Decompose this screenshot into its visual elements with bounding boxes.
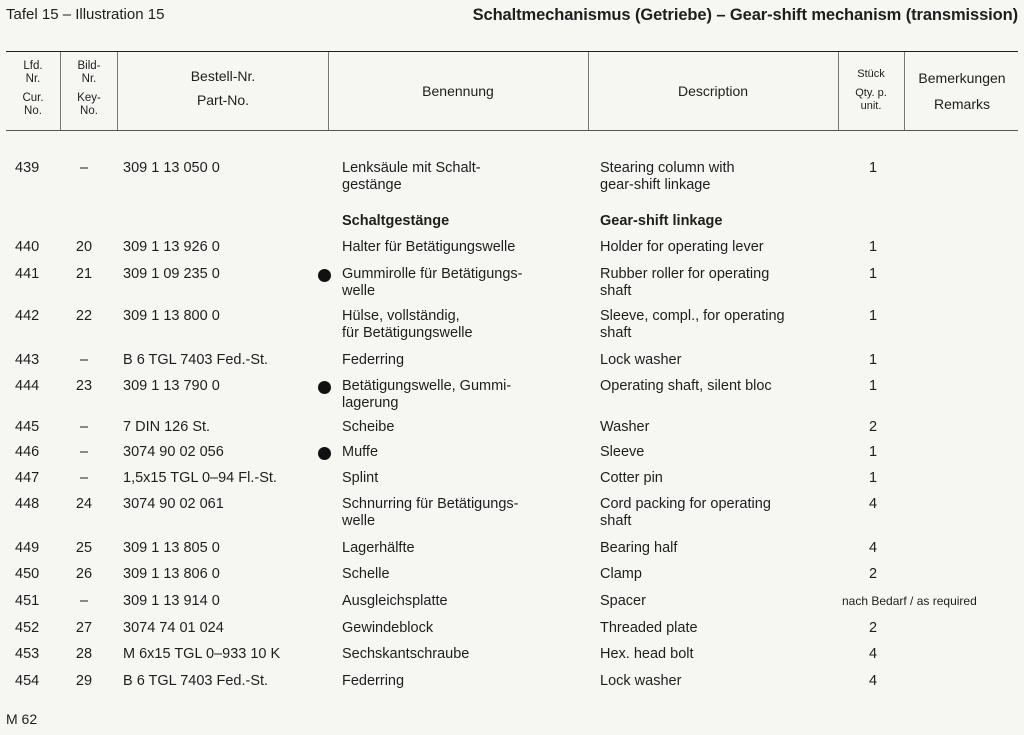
benennung-line: Muffe [342, 444, 379, 460]
description-line: Sleeve [600, 444, 645, 460]
description-line: Operating shaft, silent bloc [600, 378, 772, 394]
key-no: 27 [75, 620, 93, 636]
part-no: 309 1 13 790 0 [123, 378, 220, 394]
cur-no: 441 [15, 266, 40, 282]
benennung-line: Ausgleichsplatte [342, 593, 448, 609]
benennung-line: lagerung [342, 395, 399, 411]
key-no: – [79, 419, 89, 435]
cur-no: 444 [15, 378, 40, 394]
description [600, 470, 830, 487]
cur-no: 449 [15, 540, 40, 556]
description-line: gear-shift linkage [600, 177, 711, 193]
key-no: 28 [75, 646, 93, 662]
part-no: 3074 90 02 056 [123, 444, 224, 460]
benennung [342, 239, 582, 256]
description [600, 352, 830, 369]
description-line: Clamp [600, 566, 642, 582]
key-no: – [79, 470, 89, 486]
benennung [342, 266, 582, 300]
description-line: Gear-shift linkage [600, 213, 723, 229]
benennung [342, 213, 582, 230]
part-no: 309 1 13 050 0 [123, 160, 220, 176]
part-no: M 6x15 TGL 0–933 10 K [123, 646, 281, 662]
key-no: 23 [75, 378, 93, 394]
cur-no: 450 [15, 566, 40, 582]
column-divider [60, 52, 61, 130]
benennung-line: welle [342, 283, 376, 299]
benennung-line: Halter für Betätigungswelle [342, 239, 516, 255]
key-no: 21 [75, 266, 93, 282]
benennung [342, 470, 582, 487]
benennung [342, 419, 582, 436]
key-no: 24 [75, 496, 93, 512]
description-line: Hex. head bolt [600, 646, 694, 662]
quantity: 1 [868, 352, 878, 368]
description-line: Holder for operating lever [600, 239, 764, 255]
quantity: 2 [868, 620, 878, 636]
cur-no: 454 [15, 673, 40, 689]
quantity: 1 [868, 444, 878, 460]
part-no: 3074 74 01 024 [123, 620, 224, 636]
quantity: 4 [868, 646, 878, 662]
bullet-dot-icon [318, 269, 331, 282]
description [600, 419, 830, 436]
part-no: 3074 90 02 061 [123, 496, 224, 512]
bullet-dot-icon [318, 381, 331, 394]
benennung [342, 444, 582, 461]
cur-no: 443 [15, 352, 40, 368]
benennung [342, 352, 582, 369]
benennung-line: welle [342, 513, 376, 529]
quantity: 1 [868, 160, 878, 176]
part-no: 309 1 13 806 0 [123, 566, 220, 582]
benennung [342, 540, 582, 557]
key-no: 20 [75, 239, 93, 255]
quantity: 2 [868, 566, 878, 582]
benennung [342, 160, 582, 194]
quantity: 2 [868, 419, 878, 435]
benennung-line: Federring [342, 673, 405, 689]
cur-no: 451 [15, 593, 40, 609]
part-no: 7 DIN 126 St. [123, 419, 211, 435]
quantity: 1 [868, 239, 878, 255]
col-header-key: Bild- Nr. Key- No. [77, 60, 101, 117]
description [600, 540, 830, 557]
bullet-dot-icon [318, 447, 331, 460]
benennung-line: Betätigungswelle, Gummi- [342, 378, 512, 394]
benennung-line: Sechskantschraube [342, 646, 470, 662]
cur-no: 448 [15, 496, 40, 512]
description-line: Washer [600, 419, 650, 435]
cur-no: 453 [15, 646, 40, 662]
cur-no: 447 [15, 470, 40, 486]
section-title: Schaltmechanismus (Getriebe) – Gear-shift mechanism (transmission) [472, 6, 1018, 24]
description [600, 620, 830, 637]
description [600, 239, 830, 256]
description [600, 308, 830, 342]
benennung-line: Hülse, vollständig, [342, 308, 460, 324]
part-no: 309 1 13 800 0 [123, 308, 220, 324]
benennung-line: Gewindeblock [342, 620, 434, 636]
quantity: 1 [868, 470, 878, 486]
description-line: Cotter pin [600, 470, 663, 486]
benennung-line: gestänge [342, 177, 402, 193]
part-no: B 6 TGL 7403 Fed.-St. [123, 673, 269, 689]
cur-no: 442 [15, 308, 40, 324]
key-no: 29 [75, 673, 93, 689]
quantity: 1 [868, 308, 878, 324]
part-no: 309 1 09 235 0 [123, 266, 220, 282]
description [600, 266, 830, 300]
key-no: 25 [75, 540, 93, 556]
cur-no: 452 [15, 620, 40, 636]
benennung-line: Lagerhälfte [342, 540, 415, 556]
description-line: Spacer [600, 593, 646, 609]
description [600, 213, 830, 230]
cur-no: 439 [15, 160, 40, 176]
description-line: shaft [600, 513, 632, 529]
quantity: 1 [868, 378, 878, 394]
key-no: – [79, 160, 89, 176]
benennung [342, 593, 582, 610]
benennung [342, 646, 582, 663]
description-line: Lock washer [600, 673, 682, 689]
part-no: 1,5x15 TGL 0–94 Fl.-St. [123, 470, 277, 486]
benennung [342, 620, 582, 637]
benennung-line: für Betätigungswelle [342, 325, 473, 341]
description [600, 378, 830, 395]
description-line: shaft [600, 283, 632, 299]
description-line: Cord packing for operating [600, 496, 771, 512]
benennung-line: Lenksäule mit Schalt- [342, 160, 481, 176]
benennung-line: Schelle [342, 566, 390, 582]
description-line: Lock washer [600, 352, 682, 368]
description-line: Rubber roller for operating [600, 266, 770, 282]
description [600, 566, 830, 583]
description-line: shaft [600, 325, 632, 341]
benennung-line: Splint [342, 470, 379, 486]
part-no: 309 1 13 914 0 [123, 593, 220, 609]
cur-no: 445 [15, 419, 40, 435]
description-line: Threaded plate [600, 620, 698, 636]
col-header-qty: Stück Qty. p. unit. [855, 68, 887, 112]
col-header-description: Description [677, 83, 749, 99]
key-no: – [79, 352, 89, 368]
description [600, 646, 830, 663]
benennung [342, 566, 582, 583]
description [600, 593, 830, 610]
page-number: M 62 [6, 711, 38, 727]
remark: nach Bedarf / as required [842, 594, 977, 608]
key-no: – [79, 444, 89, 460]
description [600, 673, 830, 690]
part-no: B 6 TGL 7403 Fed.-St. [123, 352, 269, 368]
key-no: – [79, 593, 89, 609]
col-header-part: Bestell-Nr. Part-No. [190, 68, 256, 108]
col-header-benennung: Benennung [422, 83, 494, 99]
benennung-line: Scheibe [342, 419, 395, 435]
description-line: Sleeve, compl., for operating [600, 308, 785, 324]
benennung [342, 378, 582, 412]
header-rule-bottom [6, 130, 1018, 131]
benennung-line: Federring [342, 352, 405, 368]
benennung-line: Schaltgestänge [342, 213, 450, 229]
part-no: 309 1 13 805 0 [123, 540, 220, 556]
col-header-cur: Lfd. Nr. Cur. No. [22, 60, 44, 117]
header-rule-top [6, 51, 1018, 52]
quantity: 4 [868, 496, 878, 512]
quantity: 4 [868, 673, 878, 689]
key-no: 22 [75, 308, 93, 324]
cur-no: 440 [15, 239, 40, 255]
description-line: Stearing column with [600, 160, 735, 176]
description-line: Bearing half [600, 540, 678, 556]
benennung-line: Gummirolle für Betätigungs- [342, 266, 523, 282]
key-no: 26 [75, 566, 93, 582]
plate-title: Tafel 15 – Illustration 15 [6, 6, 165, 23]
benennung [342, 496, 582, 530]
benennung [342, 673, 582, 690]
quantity: 1 [868, 266, 878, 282]
col-header-remarks: Bemerkungen Remarks [918, 70, 1006, 112]
description [600, 444, 830, 461]
description [600, 160, 830, 194]
cur-no: 446 [15, 444, 40, 460]
benennung-line: Schnurring für Betätigungs- [342, 496, 519, 512]
description [600, 496, 830, 530]
quantity: 4 [868, 540, 878, 556]
benennung [342, 308, 582, 342]
part-no: 309 1 13 926 0 [123, 239, 220, 255]
